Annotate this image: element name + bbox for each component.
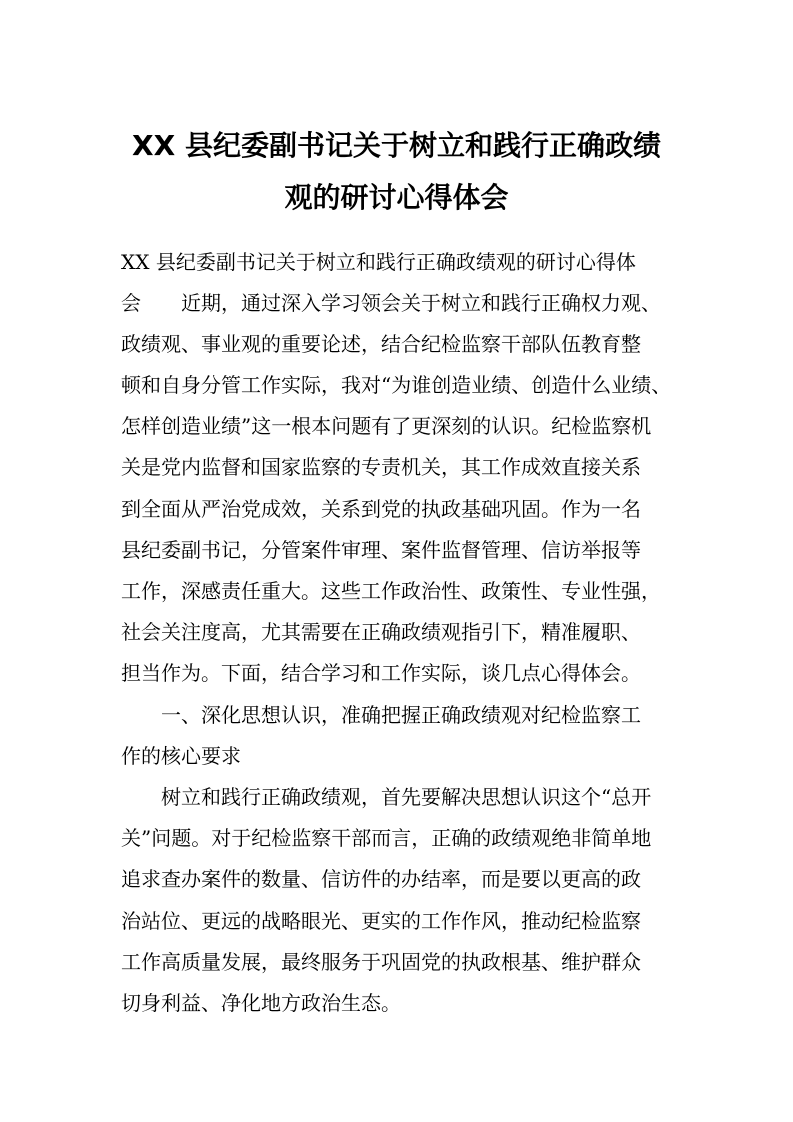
body-line: 政绩观、事业观的重要论述，结合纪检监察干部队伍教育整 — [121, 332, 641, 356]
body-line: 怎样创造业绩”这一根本问题有了更深刻的认识。纪检监察机 — [121, 414, 652, 438]
body-line: 切身利益、净化地方政治生态。 — [121, 991, 401, 1015]
body-line: XX 县纪委副书记关于树立和践行正确政绩观的研讨心得体 — [121, 250, 636, 274]
body-line: 到全面从严治党成效，关系到党的执政基础巩固。作为一名 — [121, 497, 641, 521]
section-heading-line: 作的核心要求 — [121, 744, 241, 768]
body-line: 工作，深感责任重大。这些工作政治性、政策性、专业性强， — [121, 579, 661, 603]
body-line: 关”问题。对于纪检监察干部而言，正确的政绩观绝非简单地 — [121, 826, 652, 850]
body-line: 县纪委副书记，分管案件审理、案件监督管理、信访举报等 — [121, 538, 641, 562]
body-line: 树立和践行正确政绩观，首先要解决思想认识这个“总开 — [121, 785, 652, 809]
body-line: 关是党内监督和国家监察的专责机关，其工作成效直接关系 — [121, 455, 641, 479]
body-line: 会 近期，通过深入学习领会关于树立和践行正确权力观、 — [121, 291, 661, 315]
document-title-line-2: 观的研讨心得体会 — [284, 181, 509, 214]
body-line: 追求查办案件的数量、信访件的办结率，而是要以更高的政 — [121, 867, 641, 891]
document-title-line-1: XX 县纪委副书记关于树立和践行正确政绩 — [132, 129, 661, 162]
body-line: 治站位、更远的战略眼光、更实的工作作风，推动纪检监察 — [121, 909, 641, 933]
body-line: 社会关注度高，尤其需要在正确政绩观指引下，精准履职、 — [121, 620, 641, 644]
body-line: 担当作为。下面，结合学习和工作实际，谈几点心得体会。 — [121, 661, 641, 685]
body-line: 顿和自身分管工作实际，我对“为谁创造业绩、创造什么业绩、 — [121, 373, 672, 397]
body-line: 工作高质量发展，最终服务于巩固党的执政根基、维护群众 — [121, 950, 641, 974]
section-heading-line: 一、深化思想认识，准确把握正确政绩观对纪检监察工 — [121, 703, 641, 727]
